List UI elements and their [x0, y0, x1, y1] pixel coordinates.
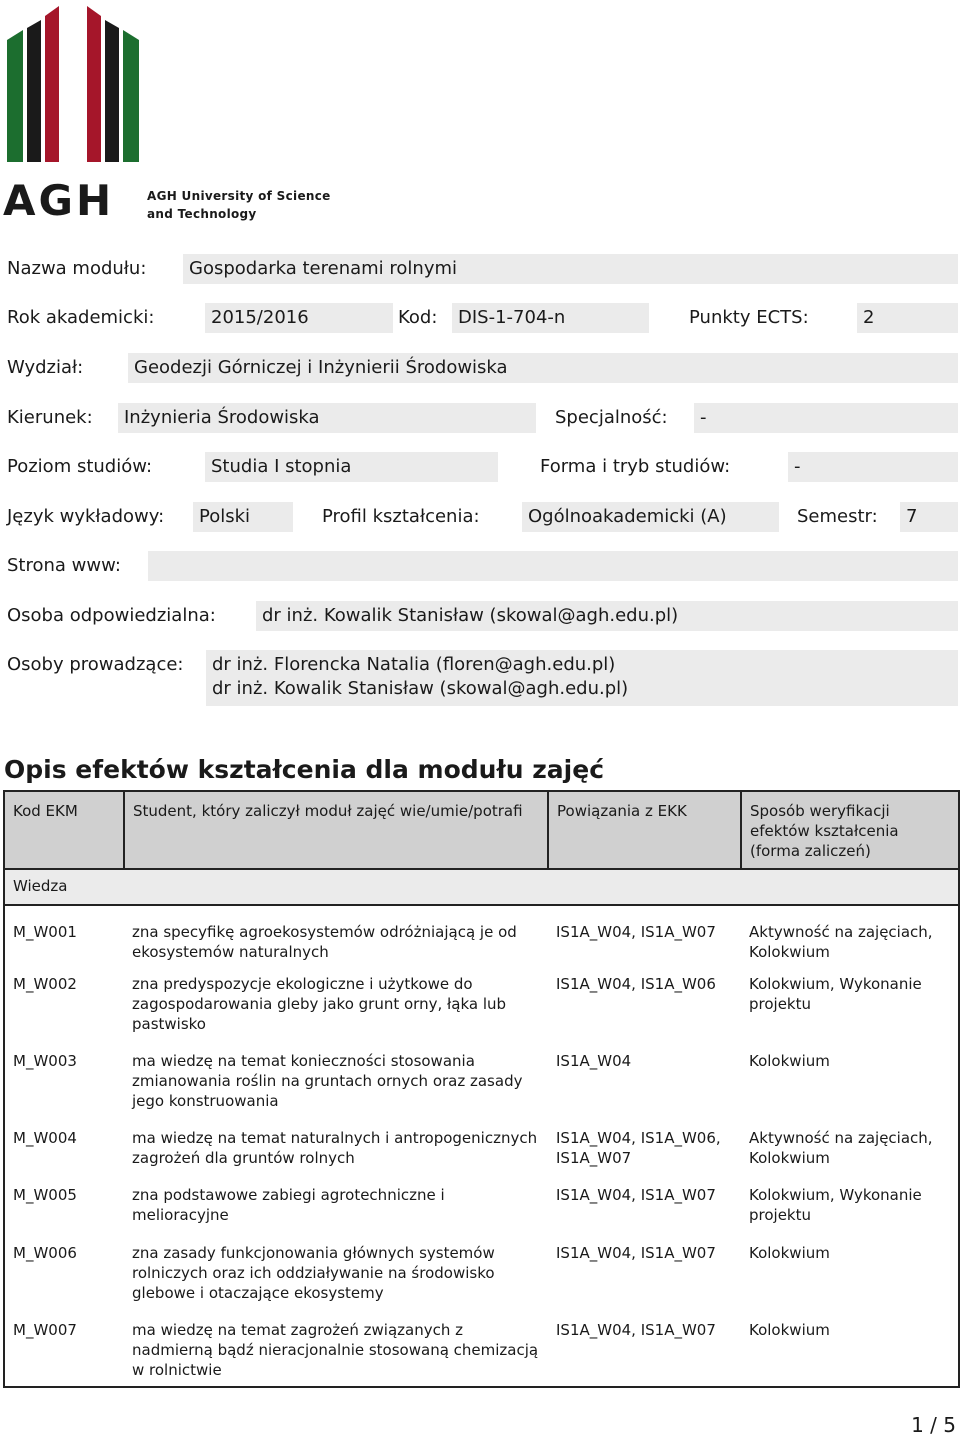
- row-code: M_W007: [4, 1314, 124, 1387]
- header-verification: Sposób weryfikacji efektów kształcenia (forma zaliczeń): [741, 791, 959, 869]
- academic-year-label: Rok akademicki:: [7, 307, 155, 328]
- website-value[interactable]: [148, 551, 958, 581]
- row-verification: Aktywność na zajęciach, Kolokwium: [741, 905, 959, 968]
- table-row: [4, 1237, 959, 1314]
- language-value: Polski: [193, 502, 293, 532]
- table-row: [4, 1045, 959, 1122]
- row-verification: Kolokwium, Wykonanie projektu: [741, 968, 959, 1045]
- study-level-value: Studia I stopnia: [205, 452, 498, 482]
- field-value: Inżynieria Środowiska: [118, 403, 536, 433]
- row-verification: Kolokwium: [741, 1237, 959, 1314]
- teachers-list: [206, 650, 958, 706]
- code-label: Kod:: [398, 307, 438, 328]
- row-links: IS1A_W04: [556, 1052, 632, 1070]
- row-code: M_W002: [4, 968, 124, 1045]
- semester-value: 7: [900, 502, 958, 532]
- row-description: zna zasady funkcjonowania głównych systemów rolniczych oraz ich oddziaływanie na środowisko glebowe i otaczające ekosystemy: [132, 1244, 495, 1302]
- ects-label: Punkty ECTS:: [689, 307, 809, 328]
- row-description: zna specyfikę agroekosystemów odróżniającą je od ekosystemów naturalnych: [132, 923, 517, 961]
- row-verification: Kolokwium, Wykonanie projektu: [741, 1179, 959, 1237]
- table-row: [4, 1122, 959, 1179]
- learning-outcomes-table: [3, 790, 960, 1388]
- responsible-person-label: Osoba odpowiedzialna:: [7, 605, 216, 626]
- table-row: [4, 968, 959, 1045]
- table-row: [4, 1314, 959, 1387]
- module-name-label: Nazwa modułu:: [7, 258, 147, 279]
- specialty-label: Specjalność:: [555, 407, 668, 428]
- teacher-entry: dr inż. Kowalik Stanisław (skowal@agh.edu.pl): [212, 678, 629, 699]
- profile-value: Ogólnoakademicki (A): [522, 502, 779, 532]
- header-code: Kod EKM: [4, 791, 124, 869]
- table-row: [4, 905, 959, 968]
- row-description: ma wiedzę na temat zagrożeń związanych z nadmierną bądź nieracjonalnie stosowaną chemizacją w rolnictwie: [124, 1314, 548, 1387]
- teachers-label: Osoby prowadzące:: [7, 654, 184, 675]
- category-label: Wiedza: [4, 869, 959, 905]
- teacher-entry: dr inż. Florencka Natalia (floren@agh.edu.pl): [212, 654, 616, 675]
- row-code: M_W003: [4, 1045, 124, 1122]
- row-description: ma wiedzę na temat naturalnych i antropogenicznych zagrożeń dla gruntów rolnych: [132, 1129, 538, 1167]
- row-description: zna podstawowe zabiegi agrotechniczne i melioracyjne: [132, 1186, 445, 1224]
- website-label: Strona www:: [7, 555, 121, 576]
- study-form-label: Forma i tryb studiów:: [540, 456, 731, 477]
- ects-value: 2: [857, 303, 958, 333]
- row-description: ma wiedzę na temat konieczności stosowania zmianowania roślin na gruntach ornych oraz zasady jego konstruowania: [132, 1052, 523, 1110]
- row-links: IS1A_W04, IS1A_W07: [548, 1314, 741, 1387]
- specialty-value: -: [694, 403, 958, 433]
- row-links: IS1A_W04, IS1A_W06: [556, 975, 716, 993]
- study-level-label: Poziom studiów:: [7, 456, 153, 477]
- table-header-row: [4, 791, 959, 869]
- agh-logo-mark: [3, 2, 143, 174]
- profile-label: Profil kształcenia:: [322, 506, 480, 527]
- row-links: IS1A_W04, IS1A_W07: [556, 1244, 716, 1262]
- row-links: IS1A_W04, IS1A_W07: [556, 1186, 716, 1204]
- responsible-person-value: dr inż. Kowalik Stanisław (skowal@agh.edu.pl): [256, 601, 958, 631]
- row-code: M_W004: [4, 1122, 124, 1179]
- row-description: zna predyspozycje ekologiczne i użytkowe do zagospodarowania gleby jako grunt orny, łąka lub pastwisko: [132, 975, 507, 1033]
- code-value: DIS-1-704-n: [452, 303, 649, 333]
- row-code: M_W005: [4, 1179, 124, 1237]
- academic-year-value: 2015/2016: [205, 303, 393, 333]
- module-name-value: Gospodarka terenami rolnymi: [183, 254, 958, 284]
- study-form-value: -: [788, 452, 958, 482]
- header-description: Student, który zaliczył moduł zajęć wie/umie/potrafi: [124, 791, 548, 869]
- row-verification: Aktywność na zajęciach, Kolokwium: [741, 1122, 959, 1179]
- row-code: M_W006: [4, 1237, 124, 1314]
- field-label: Kierunek:: [7, 407, 93, 428]
- row-code: M_W001: [4, 905, 124, 968]
- row-links: IS1A_W04, IS1A_W07: [556, 923, 716, 941]
- row-verification: Kolokwium: [741, 1314, 959, 1387]
- faculty-value: Geodezji Górniczej i Inżynierii Środowiska: [128, 353, 958, 383]
- semester-label: Semestr:: [797, 506, 878, 527]
- logo-wordmark: AGH: [3, 176, 115, 225]
- language-label: Język wykładowy:: [7, 506, 165, 527]
- row-links: IS1A_W04, IS1A_W06, IS1A_W07: [556, 1129, 721, 1167]
- table-row: [4, 1179, 959, 1237]
- faculty-label: Wydział:: [7, 357, 84, 378]
- section-title: Opis efektów kształcenia dla modułu zajęć: [4, 755, 605, 784]
- header-links: Powiązania z EKK: [548, 791, 741, 869]
- category-row: [4, 869, 959, 905]
- logo-university-name: AGH University of Science and Technology: [147, 189, 331, 221]
- page-number: 1 / 5: [911, 1413, 956, 1437]
- row-verification: Kolokwium: [741, 1045, 959, 1122]
